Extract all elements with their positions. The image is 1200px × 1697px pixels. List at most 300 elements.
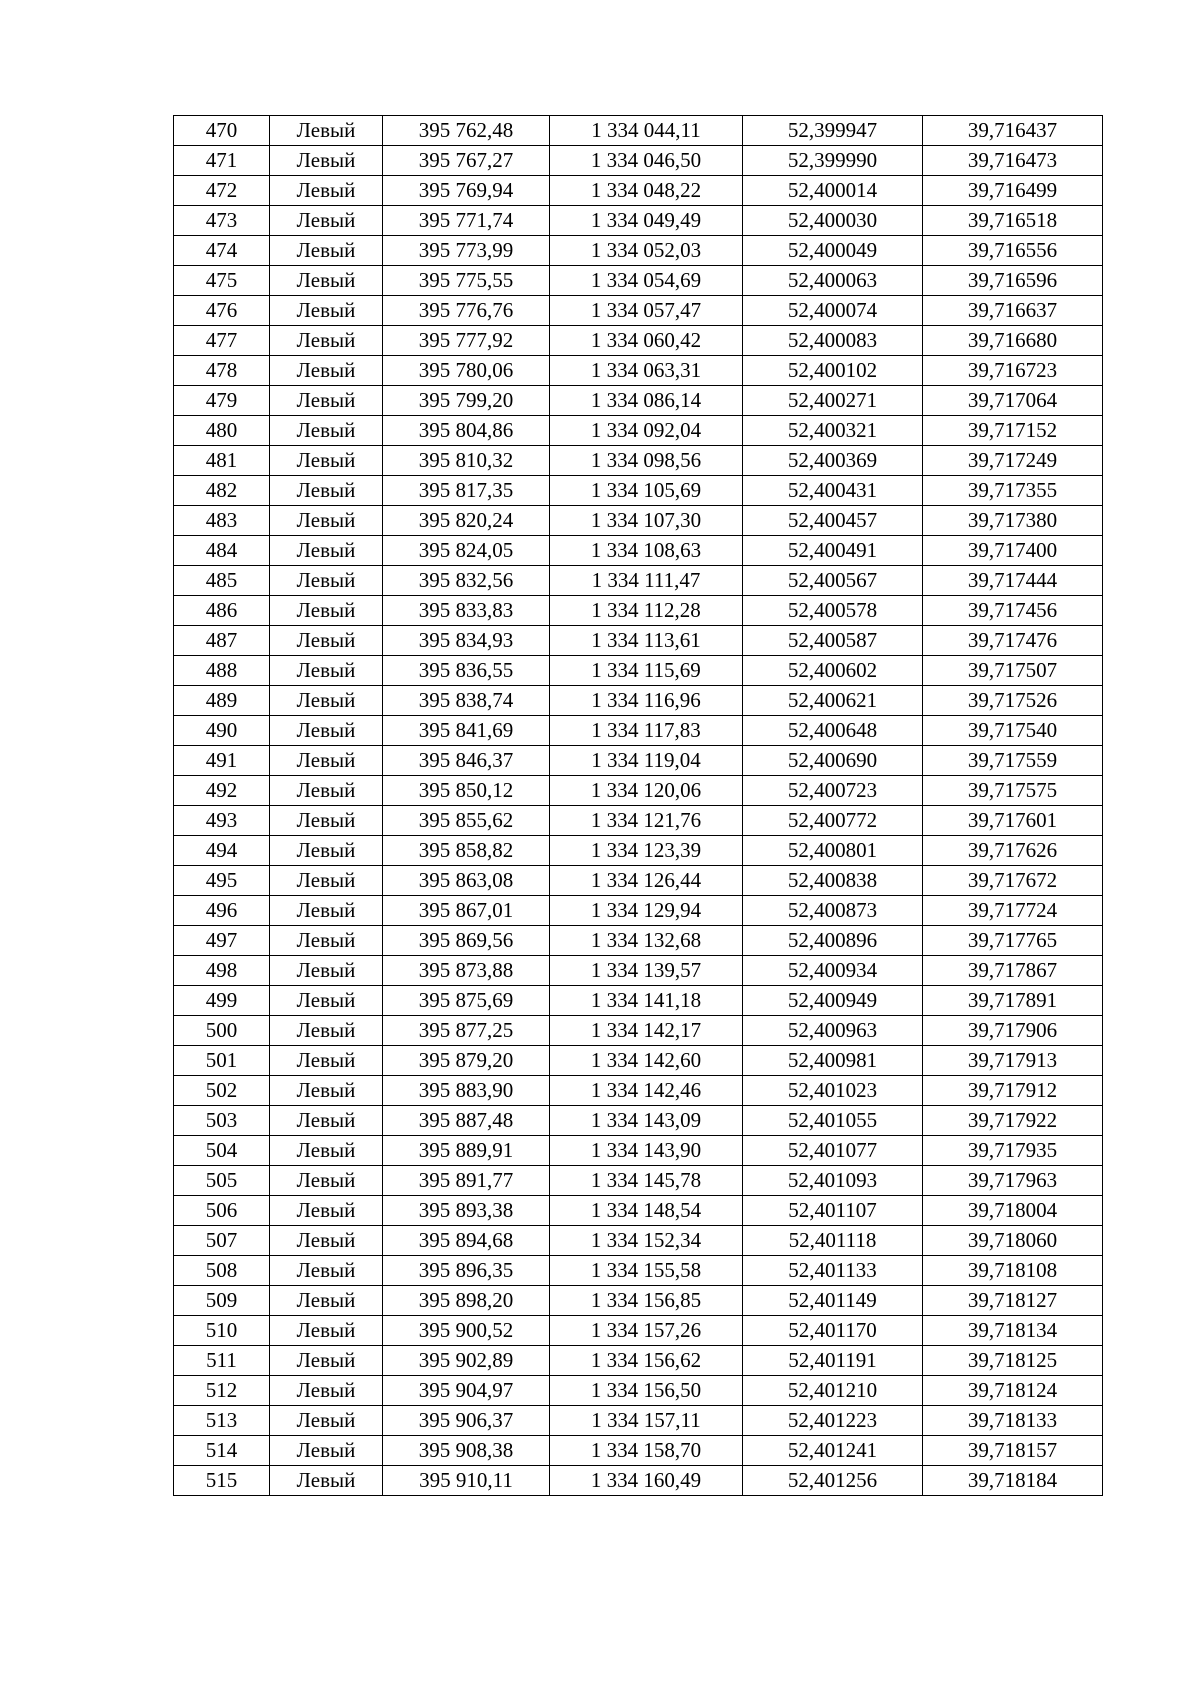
longitude-cell: 39,717540 <box>923 716 1103 746</box>
longitude-cell: 39,717355 <box>923 476 1103 506</box>
y-coordinate-cell: 1 334 158,70 <box>550 1436 743 1466</box>
latitude-cell: 52,400271 <box>743 386 923 416</box>
longitude-cell: 39,718124 <box>923 1376 1103 1406</box>
latitude-cell: 52,400491 <box>743 536 923 566</box>
latitude-cell: 52,401055 <box>743 1106 923 1136</box>
longitude-cell: 39,717913 <box>923 1046 1103 1076</box>
x-coordinate-cell: 395 906,37 <box>383 1406 550 1436</box>
x-coordinate-cell: 395 810,32 <box>383 446 550 476</box>
side-cell: Левый <box>270 686 383 716</box>
side-cell: Левый <box>270 866 383 896</box>
y-coordinate-cell: 1 334 086,14 <box>550 386 743 416</box>
table-row <box>174 806 1103 836</box>
x-coordinate-cell: 395 883,90 <box>383 1076 550 1106</box>
side-cell: Левый <box>270 1196 383 1226</box>
latitude-cell: 52,401149 <box>743 1286 923 1316</box>
point-number-cell: 495 <box>174 866 270 896</box>
side-cell: Левый <box>270 896 383 926</box>
x-coordinate-cell: 395 900,52 <box>383 1316 550 1346</box>
side-cell: Левый <box>270 806 383 836</box>
point-number-cell: 515 <box>174 1466 270 1496</box>
table-row <box>174 386 1103 416</box>
latitude-cell: 52,401133 <box>743 1256 923 1286</box>
y-coordinate-cell: 1 334 132,68 <box>550 926 743 956</box>
side-cell: Левый <box>270 326 383 356</box>
x-coordinate-cell: 395 838,74 <box>383 686 550 716</box>
latitude-cell: 52,400102 <box>743 356 923 386</box>
x-coordinate-cell: 395 875,69 <box>383 986 550 1016</box>
latitude-cell: 52,399990 <box>743 146 923 176</box>
x-coordinate-cell: 395 894,68 <box>383 1226 550 1256</box>
side-cell: Левый <box>270 626 383 656</box>
y-coordinate-cell: 1 334 156,62 <box>550 1346 743 1376</box>
point-number-cell: 480 <box>174 416 270 446</box>
x-coordinate-cell: 395 873,88 <box>383 956 550 986</box>
side-cell: Левый <box>270 386 383 416</box>
point-number-cell: 490 <box>174 716 270 746</box>
longitude-cell: 39,718125 <box>923 1346 1103 1376</box>
y-coordinate-cell: 1 334 142,46 <box>550 1076 743 1106</box>
side-cell: Левый <box>270 836 383 866</box>
y-coordinate-cell: 1 334 107,30 <box>550 506 743 536</box>
table-row <box>174 326 1103 356</box>
latitude-cell: 52,400457 <box>743 506 923 536</box>
y-coordinate-cell: 1 334 046,50 <box>550 146 743 176</box>
table-row <box>174 956 1103 986</box>
latitude-cell: 52,400083 <box>743 326 923 356</box>
longitude-cell: 39,717891 <box>923 986 1103 1016</box>
longitude-cell: 39,717912 <box>923 1076 1103 1106</box>
y-coordinate-cell: 1 334 139,57 <box>550 956 743 986</box>
table-row <box>174 356 1103 386</box>
longitude-cell: 39,717724 <box>923 896 1103 926</box>
latitude-cell: 52,400648 <box>743 716 923 746</box>
side-cell: Левый <box>270 1046 383 1076</box>
table-row <box>174 536 1103 566</box>
longitude-cell: 39,716518 <box>923 206 1103 236</box>
table-row <box>174 506 1103 536</box>
point-number-cell: 481 <box>174 446 270 476</box>
latitude-cell: 52,400981 <box>743 1046 923 1076</box>
x-coordinate-cell: 395 836,55 <box>383 656 550 686</box>
longitude-cell: 39,717380 <box>923 506 1103 536</box>
latitude-cell: 52,400587 <box>743 626 923 656</box>
point-number-cell: 505 <box>174 1166 270 1196</box>
longitude-cell: 39,716473 <box>923 146 1103 176</box>
point-number-cell: 496 <box>174 896 270 926</box>
table-row <box>174 716 1103 746</box>
longitude-cell: 39,717456 <box>923 596 1103 626</box>
side-cell: Левый <box>270 506 383 536</box>
point-number-cell: 501 <box>174 1046 270 1076</box>
table-row <box>174 446 1103 476</box>
latitude-cell: 52,399947 <box>743 116 923 146</box>
table-row <box>174 626 1103 656</box>
point-number-cell: 492 <box>174 776 270 806</box>
y-coordinate-cell: 1 334 054,69 <box>550 266 743 296</box>
latitude-cell: 52,400014 <box>743 176 923 206</box>
x-coordinate-cell: 395 867,01 <box>383 896 550 926</box>
side-cell: Левый <box>270 1376 383 1406</box>
x-coordinate-cell: 395 771,74 <box>383 206 550 236</box>
y-coordinate-cell: 1 334 157,11 <box>550 1406 743 1436</box>
side-cell: Левый <box>270 956 383 986</box>
side-cell: Левый <box>270 746 383 776</box>
x-coordinate-cell: 395 824,05 <box>383 536 550 566</box>
y-coordinate-cell: 1 334 145,78 <box>550 1166 743 1196</box>
x-coordinate-cell: 395 910,11 <box>383 1466 550 1496</box>
latitude-cell: 52,400321 <box>743 416 923 446</box>
y-coordinate-cell: 1 334 117,83 <box>550 716 743 746</box>
coordinates-table-body <box>174 116 1103 1496</box>
latitude-cell: 52,401223 <box>743 1406 923 1436</box>
side-cell: Левый <box>270 566 383 596</box>
side-cell: Левый <box>270 1136 383 1166</box>
table-row <box>174 896 1103 926</box>
x-coordinate-cell: 395 879,20 <box>383 1046 550 1076</box>
side-cell: Левый <box>270 776 383 806</box>
x-coordinate-cell: 395 773,99 <box>383 236 550 266</box>
y-coordinate-cell: 1 334 143,90 <box>550 1136 743 1166</box>
x-coordinate-cell: 395 887,48 <box>383 1106 550 1136</box>
longitude-cell: 39,718127 <box>923 1286 1103 1316</box>
y-coordinate-cell: 1 334 113,61 <box>550 626 743 656</box>
x-coordinate-cell: 395 832,56 <box>383 566 550 596</box>
table-row <box>174 566 1103 596</box>
table-row <box>174 1136 1103 1166</box>
point-number-cell: 497 <box>174 926 270 956</box>
y-coordinate-cell: 1 334 098,56 <box>550 446 743 476</box>
y-coordinate-cell: 1 334 152,34 <box>550 1226 743 1256</box>
table-row <box>174 1286 1103 1316</box>
y-coordinate-cell: 1 334 115,69 <box>550 656 743 686</box>
y-coordinate-cell: 1 334 111,47 <box>550 566 743 596</box>
y-coordinate-cell: 1 334 155,58 <box>550 1256 743 1286</box>
y-coordinate-cell: 1 334 141,18 <box>550 986 743 1016</box>
y-coordinate-cell: 1 334 142,60 <box>550 1046 743 1076</box>
longitude-cell: 39,717400 <box>923 536 1103 566</box>
point-number-cell: 476 <box>174 296 270 326</box>
point-number-cell: 498 <box>174 956 270 986</box>
x-coordinate-cell: 395 799,20 <box>383 386 550 416</box>
latitude-cell: 52,400690 <box>743 746 923 776</box>
latitude-cell: 52,400602 <box>743 656 923 686</box>
y-coordinate-cell: 1 334 123,39 <box>550 836 743 866</box>
point-number-cell: 485 <box>174 566 270 596</box>
y-coordinate-cell: 1 334 142,17 <box>550 1016 743 1046</box>
latitude-cell: 52,400949 <box>743 986 923 1016</box>
point-number-cell: 487 <box>174 626 270 656</box>
latitude-cell: 52,400896 <box>743 926 923 956</box>
x-coordinate-cell: 395 776,76 <box>383 296 550 326</box>
table-row <box>174 656 1103 686</box>
point-number-cell: 512 <box>174 1376 270 1406</box>
latitude-cell: 52,400074 <box>743 296 923 326</box>
side-cell: Левый <box>270 1346 383 1376</box>
x-coordinate-cell: 395 863,08 <box>383 866 550 896</box>
table-row <box>174 416 1103 446</box>
longitude-cell: 39,717526 <box>923 686 1103 716</box>
table-row <box>174 236 1103 266</box>
table-row <box>174 146 1103 176</box>
point-number-cell: 483 <box>174 506 270 536</box>
table-row <box>174 1016 1103 1046</box>
point-number-cell: 475 <box>174 266 270 296</box>
table-row <box>174 776 1103 806</box>
y-coordinate-cell: 1 334 063,31 <box>550 356 743 386</box>
table-row <box>174 1406 1103 1436</box>
x-coordinate-cell: 395 846,37 <box>383 746 550 776</box>
table-row <box>174 986 1103 1016</box>
point-number-cell: 494 <box>174 836 270 866</box>
side-cell: Левый <box>270 416 383 446</box>
point-number-cell: 500 <box>174 1016 270 1046</box>
side-cell: Левый <box>270 266 383 296</box>
table-row <box>174 1376 1103 1406</box>
x-coordinate-cell: 395 908,38 <box>383 1436 550 1466</box>
y-coordinate-cell: 1 334 121,76 <box>550 806 743 836</box>
table-row <box>174 176 1103 206</box>
point-number-cell: 489 <box>174 686 270 716</box>
latitude-cell: 52,400030 <box>743 206 923 236</box>
side-cell: Левый <box>270 176 383 206</box>
latitude-cell: 52,401023 <box>743 1076 923 1106</box>
y-coordinate-cell: 1 334 049,49 <box>550 206 743 236</box>
x-coordinate-cell: 395 777,92 <box>383 326 550 356</box>
y-coordinate-cell: 1 334 057,47 <box>550 296 743 326</box>
latitude-cell: 52,400621 <box>743 686 923 716</box>
point-number-cell: 510 <box>174 1316 270 1346</box>
longitude-cell: 39,717963 <box>923 1166 1103 1196</box>
longitude-cell: 39,717559 <box>923 746 1103 776</box>
y-coordinate-cell: 1 334 092,04 <box>550 416 743 446</box>
y-coordinate-cell: 1 334 157,26 <box>550 1316 743 1346</box>
y-coordinate-cell: 1 334 148,54 <box>550 1196 743 1226</box>
table-row <box>174 1346 1103 1376</box>
table-row <box>174 1166 1103 1196</box>
x-coordinate-cell: 395 869,56 <box>383 926 550 956</box>
x-coordinate-cell: 395 817,35 <box>383 476 550 506</box>
y-coordinate-cell: 1 334 052,03 <box>550 236 743 266</box>
table-row <box>174 206 1103 236</box>
side-cell: Левый <box>270 1436 383 1466</box>
longitude-cell: 39,718134 <box>923 1316 1103 1346</box>
table-row <box>174 116 1103 146</box>
x-coordinate-cell: 395 762,48 <box>383 116 550 146</box>
x-coordinate-cell: 395 804,86 <box>383 416 550 446</box>
table-row <box>174 746 1103 776</box>
point-number-cell: 514 <box>174 1436 270 1466</box>
table-row <box>174 836 1103 866</box>
point-number-cell: 507 <box>174 1226 270 1256</box>
longitude-cell: 39,717672 <box>923 866 1103 896</box>
point-number-cell: 499 <box>174 986 270 1016</box>
latitude-cell: 52,400723 <box>743 776 923 806</box>
side-cell: Левый <box>270 296 383 326</box>
longitude-cell: 39,717444 <box>923 566 1103 596</box>
side-cell: Левый <box>270 1256 383 1286</box>
x-coordinate-cell: 395 850,12 <box>383 776 550 806</box>
y-coordinate-cell: 1 334 129,94 <box>550 896 743 926</box>
y-coordinate-cell: 1 334 048,22 <box>550 176 743 206</box>
longitude-cell: 39,716499 <box>923 176 1103 206</box>
point-number-cell: 513 <box>174 1406 270 1436</box>
longitude-cell: 39,718004 <box>923 1196 1103 1226</box>
longitude-cell: 39,716437 <box>923 116 1103 146</box>
y-coordinate-cell: 1 334 160,49 <box>550 1466 743 1496</box>
longitude-cell: 39,718108 <box>923 1256 1103 1286</box>
side-cell: Левый <box>270 1016 383 1046</box>
side-cell: Левый <box>270 656 383 686</box>
latitude-cell: 52,401077 <box>743 1136 923 1166</box>
x-coordinate-cell: 395 891,77 <box>383 1166 550 1196</box>
table-row <box>174 596 1103 626</box>
latitude-cell: 52,400772 <box>743 806 923 836</box>
point-number-cell: 488 <box>174 656 270 686</box>
longitude-cell: 39,717575 <box>923 776 1103 806</box>
side-cell: Левый <box>270 356 383 386</box>
table-row <box>174 1046 1103 1076</box>
point-number-cell: 502 <box>174 1076 270 1106</box>
latitude-cell: 52,400063 <box>743 266 923 296</box>
x-coordinate-cell: 395 775,55 <box>383 266 550 296</box>
longitude-cell: 39,717867 <box>923 956 1103 986</box>
latitude-cell: 52,400934 <box>743 956 923 986</box>
point-number-cell: 473 <box>174 206 270 236</box>
side-cell: Левый <box>270 926 383 956</box>
longitude-cell: 39,718133 <box>923 1406 1103 1436</box>
longitude-cell: 39,716680 <box>923 326 1103 356</box>
point-number-cell: 482 <box>174 476 270 506</box>
side-cell: Левый <box>270 1286 383 1316</box>
x-coordinate-cell: 395 833,83 <box>383 596 550 626</box>
side-cell: Левый <box>270 1226 383 1256</box>
latitude-cell: 52,401256 <box>743 1466 923 1496</box>
latitude-cell: 52,400567 <box>743 566 923 596</box>
table-row <box>174 266 1103 296</box>
table-row <box>174 926 1103 956</box>
latitude-cell: 52,400578 <box>743 596 923 626</box>
y-coordinate-cell: 1 334 105,69 <box>550 476 743 506</box>
latitude-cell: 52,401210 <box>743 1376 923 1406</box>
x-coordinate-cell: 395 780,06 <box>383 356 550 386</box>
point-number-cell: 477 <box>174 326 270 356</box>
longitude-cell: 39,718157 <box>923 1436 1103 1466</box>
table-row <box>174 1076 1103 1106</box>
point-number-cell: 474 <box>174 236 270 266</box>
x-coordinate-cell: 395 896,35 <box>383 1256 550 1286</box>
longitude-cell: 39,717935 <box>923 1136 1103 1166</box>
x-coordinate-cell: 395 877,25 <box>383 1016 550 1046</box>
longitude-cell: 39,717626 <box>923 836 1103 866</box>
y-coordinate-cell: 1 334 120,06 <box>550 776 743 806</box>
x-coordinate-cell: 395 898,20 <box>383 1286 550 1316</box>
y-coordinate-cell: 1 334 044,11 <box>550 116 743 146</box>
y-coordinate-cell: 1 334 126,44 <box>550 866 743 896</box>
point-number-cell: 506 <box>174 1196 270 1226</box>
point-number-cell: 509 <box>174 1286 270 1316</box>
table-row <box>174 866 1103 896</box>
x-coordinate-cell: 395 893,38 <box>383 1196 550 1226</box>
point-number-cell: 508 <box>174 1256 270 1286</box>
x-coordinate-cell: 395 769,94 <box>383 176 550 206</box>
table-row <box>174 1466 1103 1496</box>
latitude-cell: 52,401191 <box>743 1346 923 1376</box>
x-coordinate-cell: 395 767,27 <box>383 146 550 176</box>
table-row <box>174 1226 1103 1256</box>
longitude-cell: 39,716596 <box>923 266 1103 296</box>
latitude-cell: 52,400369 <box>743 446 923 476</box>
longitude-cell: 39,718184 <box>923 1466 1103 1496</box>
x-coordinate-cell: 395 904,97 <box>383 1376 550 1406</box>
side-cell: Левый <box>270 1406 383 1436</box>
y-coordinate-cell: 1 334 156,50 <box>550 1376 743 1406</box>
point-number-cell: 484 <box>174 536 270 566</box>
point-number-cell: 479 <box>174 386 270 416</box>
latitude-cell: 52,401241 <box>743 1436 923 1466</box>
table-row <box>174 1196 1103 1226</box>
x-coordinate-cell: 395 902,89 <box>383 1346 550 1376</box>
y-coordinate-cell: 1 334 116,96 <box>550 686 743 716</box>
side-cell: Левый <box>270 236 383 266</box>
latitude-cell: 52,400049 <box>743 236 923 266</box>
table-row <box>174 1436 1103 1466</box>
side-cell: Левый <box>270 1166 383 1196</box>
longitude-cell: 39,717507 <box>923 656 1103 686</box>
latitude-cell: 52,401093 <box>743 1166 923 1196</box>
point-number-cell: 472 <box>174 176 270 206</box>
point-number-cell: 503 <box>174 1106 270 1136</box>
latitude-cell: 52,400838 <box>743 866 923 896</box>
side-cell: Левый <box>270 536 383 566</box>
table-row <box>174 1256 1103 1286</box>
table-row <box>174 476 1103 506</box>
point-number-cell: 470 <box>174 116 270 146</box>
latitude-cell: 52,401118 <box>743 1226 923 1256</box>
side-cell: Левый <box>270 716 383 746</box>
y-coordinate-cell: 1 334 112,28 <box>550 596 743 626</box>
y-coordinate-cell: 1 334 108,63 <box>550 536 743 566</box>
latitude-cell: 52,400963 <box>743 1016 923 1046</box>
side-cell: Левый <box>270 116 383 146</box>
point-number-cell: 491 <box>174 746 270 776</box>
longitude-cell: 39,717064 <box>923 386 1103 416</box>
longitude-cell: 39,716723 <box>923 356 1103 386</box>
side-cell: Левый <box>270 146 383 176</box>
point-number-cell: 504 <box>174 1136 270 1166</box>
coordinates-table <box>173 115 1103 1496</box>
side-cell: Левый <box>270 986 383 1016</box>
side-cell: Левый <box>270 1466 383 1496</box>
x-coordinate-cell: 395 858,82 <box>383 836 550 866</box>
table-row <box>174 686 1103 716</box>
x-coordinate-cell: 395 855,62 <box>383 806 550 836</box>
table-row <box>174 1106 1103 1136</box>
longitude-cell: 39,717152 <box>923 416 1103 446</box>
y-coordinate-cell: 1 334 143,09 <box>550 1106 743 1136</box>
latitude-cell: 52,400801 <box>743 836 923 866</box>
y-coordinate-cell: 1 334 156,85 <box>550 1286 743 1316</box>
side-cell: Левый <box>270 1076 383 1106</box>
point-number-cell: 493 <box>174 806 270 836</box>
side-cell: Левый <box>270 206 383 236</box>
y-coordinate-cell: 1 334 119,04 <box>550 746 743 776</box>
latitude-cell: 52,401107 <box>743 1196 923 1226</box>
side-cell: Левый <box>270 1316 383 1346</box>
side-cell: Левый <box>270 1106 383 1136</box>
x-coordinate-cell: 395 834,93 <box>383 626 550 656</box>
longitude-cell: 39,716556 <box>923 236 1103 266</box>
